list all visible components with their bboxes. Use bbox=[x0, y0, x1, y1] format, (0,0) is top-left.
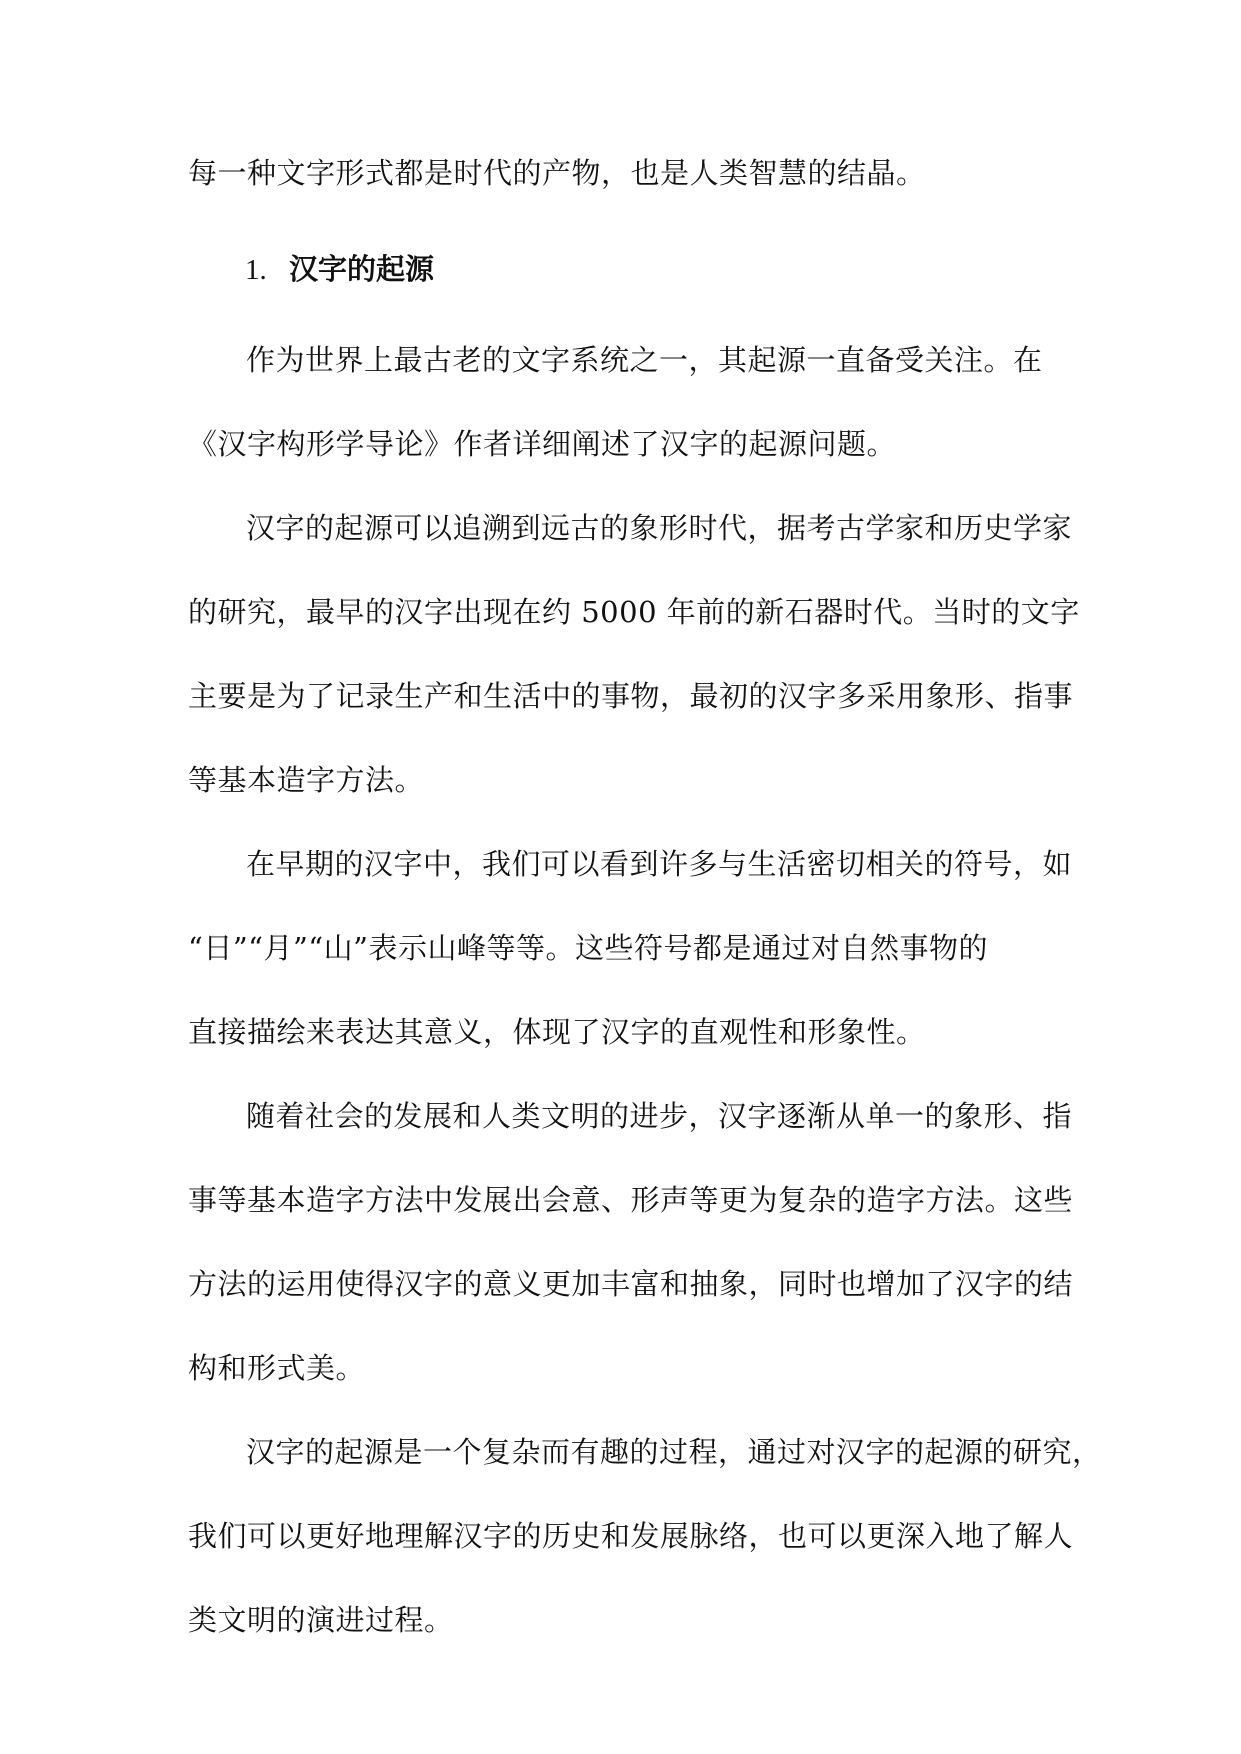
paragraph-line: 我们可以更好地理解汉字的历史和发展脉络，也可以更深入地了解人 bbox=[188, 1519, 1074, 1553]
lead-text bbox=[188, 142, 1056, 204]
paragraph bbox=[188, 822, 1073, 1074]
paragraph-line: 类文明的演进过程。 bbox=[188, 1603, 454, 1637]
paragraph-line: 《汉字构形学导论》作者详细阐述了汉字的起源问题。 bbox=[188, 427, 897, 461]
paragraph-line: 事等基本造字方法中发展出会意、形声等更为复杂的造字方法。这些 bbox=[188, 1183, 1074, 1217]
paragraph bbox=[188, 318, 1056, 486]
paragraph-line: 汉字的起源是一个复杂而有趣的过程，通过对汉字的起源的研究， bbox=[246, 1435, 1102, 1469]
paragraph-line: “日”“月”“山”表示山峰等等。这些符号都是通过对自然事物的 bbox=[188, 931, 988, 965]
paragraph-line: 随着社会的发展和人类文明的进步，汉字逐渐从单一的象形、指 bbox=[246, 1099, 1073, 1133]
paragraph-line: 的研究，最早的汉字出现在约 5000 年前的新石器时代。当时的文字 bbox=[188, 595, 1080, 629]
lead-line: 每一种文字形式都是时代的产物，也是人类智慧的结晶。 bbox=[188, 156, 926, 190]
paragraph bbox=[188, 486, 1080, 822]
paragraph-line: 构和形式美。 bbox=[188, 1351, 366, 1385]
paragraph-line: 主要是为了记录生产和生活中的事物，最初的汉字多采用象形、指事 bbox=[188, 679, 1074, 713]
paragraph-line: 作为世界上最古老的文字系统之一，其起源一直备受关注。在 bbox=[246, 343, 1043, 377]
paragraph-line: 直接描绘来表达其意义，体现了汉字的直观性和形象性。 bbox=[188, 1015, 926, 1049]
section-heading bbox=[245, 247, 434, 288]
paragraph bbox=[188, 1074, 1074, 1410]
paragraph-line: 汉字的起源可以追溯到远古的象形时代，据考古学家和历史学家 bbox=[246, 511, 1073, 545]
body-text bbox=[188, 318, 1102, 1662]
paragraph-line: 方法的运用使得汉字的意义更加丰富和抽象，同时也增加了汉字的结 bbox=[188, 1267, 1074, 1301]
paragraph-line: 在早期的汉字中，我们可以看到许多与生活密切相关的符号，如 bbox=[246, 847, 1073, 881]
paragraph bbox=[188, 1410, 1102, 1662]
section-title: 汉字的起源 bbox=[289, 252, 435, 286]
section-number: 1. bbox=[245, 254, 267, 286]
paragraph-line: 等基本造字方法。 bbox=[188, 763, 425, 797]
